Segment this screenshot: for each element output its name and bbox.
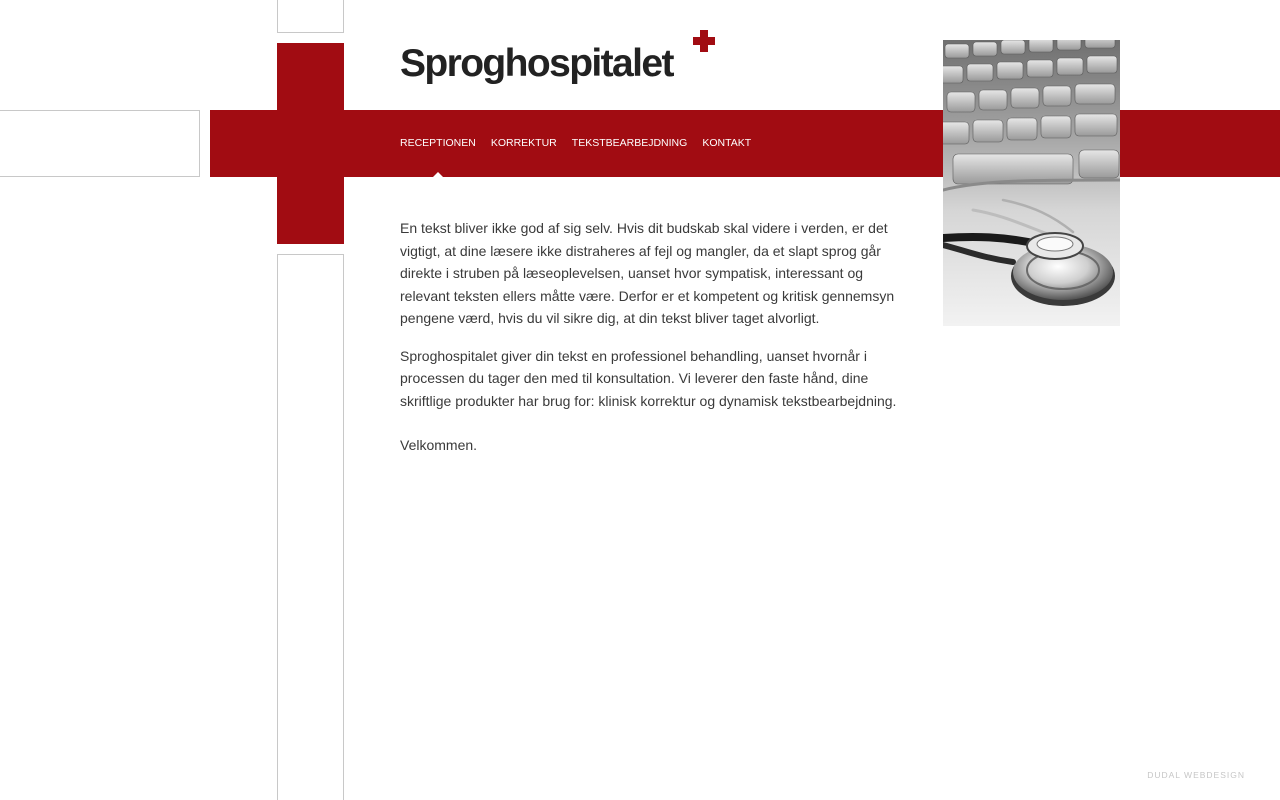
nav-item-korrektur[interactable]: KORREKTUR	[490, 137, 557, 150]
footer-credit-link[interactable]: DUDAL WEBDESIGN	[1147, 770, 1245, 780]
welcome-text: Velkommen.	[400, 437, 478, 453]
service-paragraph: Sproghospitalet giver din tekst en professionel behandling, uanset hvornår i processen du tager den med til konsultation. Vi leverer den faste hånd, dine skriftlige produkter har brug for: klinisk korrektur og dynamisk tekstbearbejdning.	[400, 347, 897, 409]
main-content	[400, 217, 905, 472]
main-nav	[400, 110, 766, 177]
stethoscope-keyboard-photo	[943, 40, 1120, 326]
site-logo[interactable]	[400, 30, 730, 90]
logo-wordmark: Sproghospitalet	[400, 42, 673, 85]
cross-left-outline-box	[0, 110, 200, 177]
nav-item-tekstbearbejdning[interactable]: TEKSTBEARBEJDNING	[571, 137, 688, 150]
cross-top-outline-box	[277, 0, 344, 33]
nav-item-receptionen[interactable]: RECEPTIONEN	[400, 137, 476, 150]
cross-bottom-outline-box	[277, 254, 344, 800]
intro-paragraph: En tekst bliver ikke god af sig selv. Hvis dit budskab skal videre i verden, er det vigtigt, at dine læsere ikke distraheres af fejl og mangler, da et slapt sprog går direkte i struben på læseoplevelsen, uanset hvor sympatisk, interessant og relevant teksten ellers måtte være. Derfor er et kompetent og kritisk gennemsyn pengene værd, hvis du vil sikre dig, at din tekst bliver taget alvorligt.	[400, 220, 895, 326]
red-cross-icon	[693, 30, 715, 52]
nav-item-kontakt[interactable]: KONTAKT	[702, 137, 752, 150]
